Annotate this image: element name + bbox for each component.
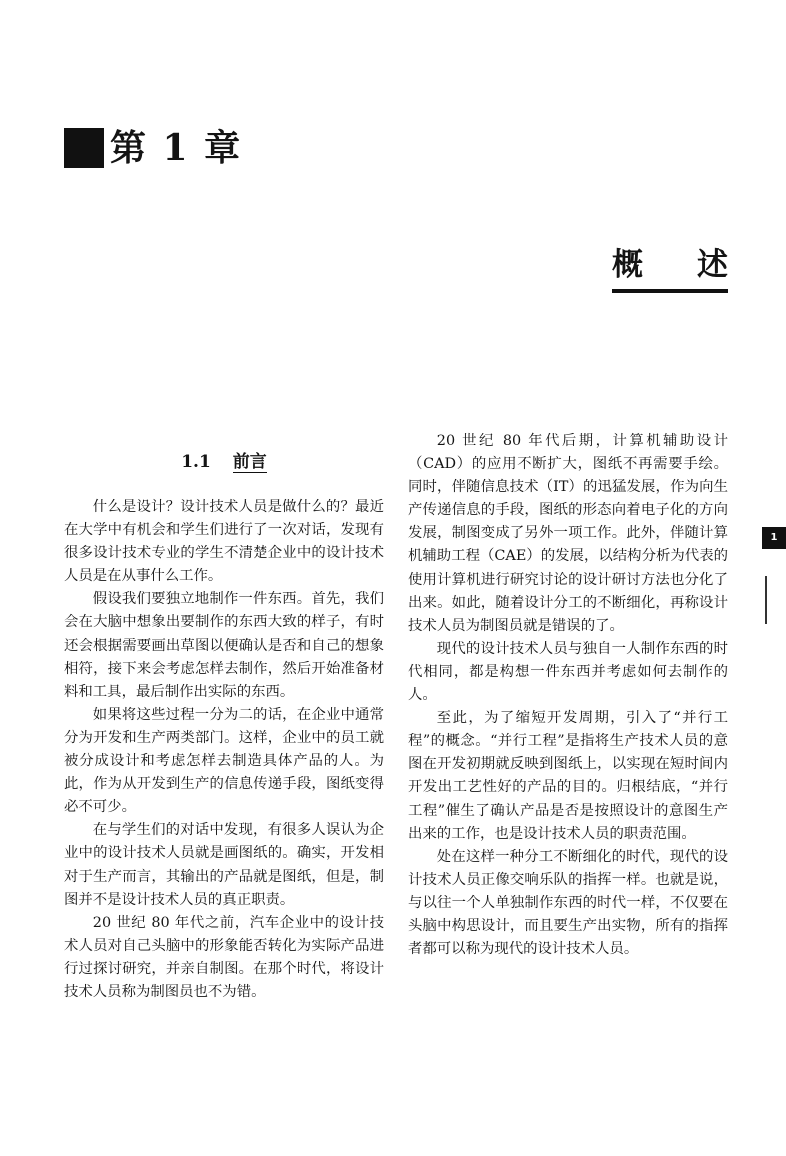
- chapter-thumb-tab: 1: [762, 527, 786, 549]
- title-block: [612, 246, 728, 293]
- paragraph: 如果将这些过程一分为二的话，在企业中通常分为开发和生产两类部门。这样，企业中的员工就被分成设计和考虑怎样去制造具体产品的人。为此，作为从开发到生产的信息传递手段，图纸变得必不可少。: [64, 706, 384, 816]
- paragraph: 在与学生们的对话中发现，有很多人误认为企业中的设计技术人员就是画图纸的。确实，开发相对于生产而言，其输出的产品就是图纸，但是，制图并不是设计技术人员的真正职责。: [64, 822, 384, 908]
- paragraph: 什么是设计？设计技术人员是做什么的？最近在大学中有机会和学生们进行了一次对话，发现有很多设计技术专业的学生不清楚企业中的设计技术人员是在从事什么工作。: [64, 499, 384, 585]
- title-rule: [612, 289, 728, 293]
- section-title: 前言: [232, 452, 267, 472]
- paragraph: 至此，为了缩短开发周期，引入了“并行工程”的概念。“并行工程”是指将生产技术人员的意图在开发初期就反映到图纸上，以实现在短时间内开发出工艺性好的产品的目的。归根结底，“并行工程”催生了确认产品是否是按照设计的意图生产出来的工作，也是设计技术人员的职责范围。: [408, 710, 728, 842]
- right-column: [408, 430, 728, 961]
- paragraph: 20 世纪 80 年代之前，汽车企业中的设计技术人员对自己头脑中的形象能否转化为实际产品进行过探讨研究，并亲自制图。在那个时代，将设计技术人员称为制图员也不为错。: [64, 914, 384, 1000]
- chapter-heading: [64, 126, 242, 170]
- page-title: 概述: [612, 247, 728, 283]
- left-column: [64, 496, 384, 1004]
- thumb-divider: [765, 576, 767, 624]
- paragraph: 假设我们要独立地制作一件东西。首先，我们会在大脑中想象出要制作的东西大致的样子，有时还会根据需要画出草图以便确认是否和自己的想象相符，接下来会考虑怎样去制作，然后开始准备材料和工具，最后制作出实际的东西。: [64, 591, 384, 700]
- chapter-label: 第 1 章: [110, 127, 243, 169]
- chapter-square-icon: [64, 128, 104, 168]
- section-heading: [64, 450, 384, 474]
- paragraph: 现代的设计技术人员与独自一人制作东西的时代相同，都是构想一件东西并考虑如何去制作的人。: [408, 640, 728, 704]
- section-number: 1.1: [181, 452, 211, 472]
- paragraph: 20 世纪 80 年代后期，计算机辅助设计（CAD）的应用不断扩大，图纸不再需要手绘。同时，伴随信息技术（IT）的迅猛发展，作为向生产传递信息的手段，图纸的形态向着电子化的方向发展，制图变成了另外一项工作。此外，伴随计算机辅助工程（CAE）的发展，以结构分析为代表的使用计算机进行研究讨论的设计研讨方法也分化了出来。如此，随着设计分工的不断细化，再称设计技术人员为制图员就是错误的了。: [408, 433, 728, 634]
- paragraph: 处在这样一种分工不断细化的时代，现代的设计技术人员正像交响乐队的指挥一样。也就是说，与以往一个人单独制作东西的时代一样，不仅要在头脑中构思设计，而且要生产出实物，所有的指挥者都可以称为现代的设计技术人员。: [408, 848, 728, 958]
